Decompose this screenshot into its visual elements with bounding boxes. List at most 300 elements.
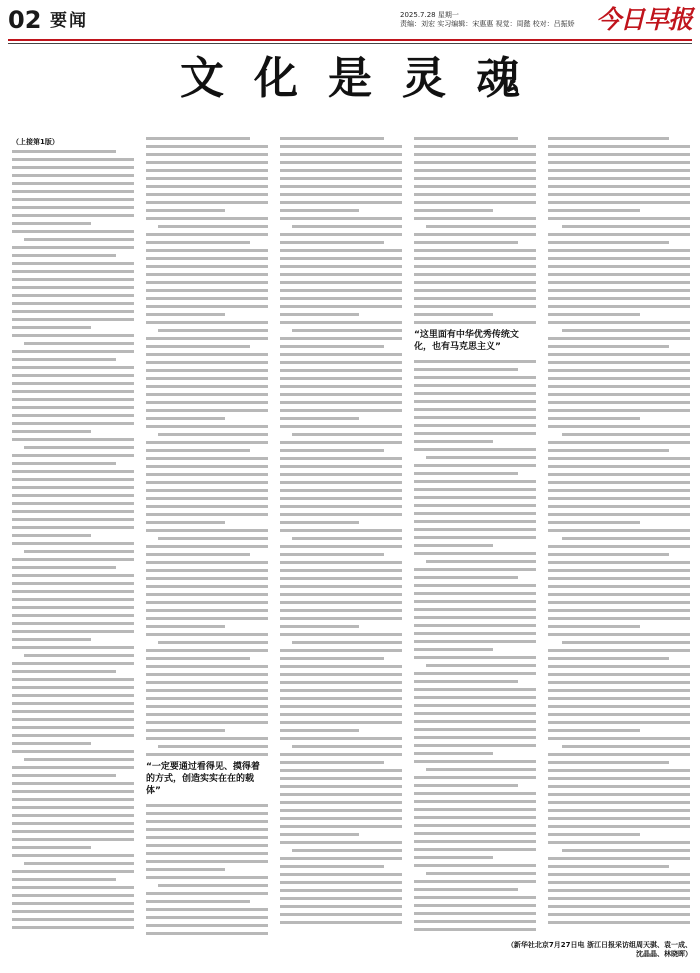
body-text-line bbox=[548, 201, 690, 204]
body-text-line bbox=[146, 137, 250, 140]
body-text-line bbox=[414, 784, 518, 787]
body-text-line bbox=[12, 278, 134, 281]
body-text-line bbox=[158, 433, 268, 436]
body-text-line bbox=[414, 520, 536, 523]
body-text-line bbox=[548, 497, 690, 500]
body-text-line bbox=[280, 681, 402, 684]
body-text-line bbox=[548, 625, 640, 628]
body-text-line bbox=[414, 305, 536, 308]
body-text-line bbox=[280, 385, 402, 388]
body-text-line bbox=[548, 729, 640, 732]
body-text-line bbox=[146, 593, 268, 596]
body-text-line bbox=[562, 641, 690, 644]
body-text-line bbox=[280, 305, 402, 308]
body-text-line bbox=[414, 904, 536, 907]
body-text-line bbox=[548, 385, 690, 388]
body-text-line bbox=[146, 321, 268, 324]
body-text-line bbox=[414, 824, 536, 827]
body-text-line bbox=[414, 544, 493, 547]
body-text-line bbox=[146, 916, 268, 919]
body-text-line bbox=[158, 641, 268, 644]
body-text-line bbox=[280, 881, 402, 884]
body-text-line bbox=[548, 257, 690, 260]
body-text-line bbox=[12, 630, 134, 633]
body-text-line bbox=[414, 704, 536, 707]
body-text-line bbox=[548, 193, 690, 196]
body-text-line bbox=[12, 150, 116, 153]
body-text-line bbox=[414, 736, 536, 739]
body-text-line bbox=[548, 313, 640, 316]
body-text-line bbox=[414, 313, 493, 316]
body-text-line bbox=[414, 680, 518, 683]
body-text-line bbox=[12, 294, 134, 297]
body-text-line bbox=[280, 833, 359, 836]
body-text-line bbox=[280, 193, 402, 196]
body-text-line bbox=[280, 409, 402, 412]
body-text-line bbox=[548, 169, 690, 172]
body-text-line bbox=[548, 817, 690, 820]
body-text-line bbox=[414, 360, 536, 363]
body-text-line bbox=[280, 769, 402, 772]
body-text-line bbox=[146, 836, 268, 839]
body-text-line bbox=[414, 808, 536, 811]
body-text-line bbox=[12, 598, 134, 601]
body-text-line bbox=[414, 728, 536, 731]
body-text-line bbox=[414, 672, 536, 675]
body-text-line bbox=[280, 809, 402, 812]
body-text-line bbox=[280, 473, 402, 476]
body-text-line bbox=[414, 153, 536, 156]
body-text-line bbox=[280, 321, 402, 324]
body-text-line bbox=[12, 374, 134, 377]
body-text-line bbox=[12, 366, 134, 369]
body-text-line bbox=[548, 793, 690, 796]
body-text-line bbox=[280, 657, 384, 660]
body-text-line bbox=[414, 480, 536, 483]
body-text-line bbox=[548, 233, 690, 236]
body-text-line bbox=[548, 505, 690, 508]
body-text-line bbox=[414, 249, 536, 252]
headline: 文化是灵魂 bbox=[180, 53, 550, 104]
body-text-line bbox=[12, 438, 134, 441]
body-text-line bbox=[280, 553, 384, 556]
body-text-line bbox=[414, 185, 536, 188]
body-text-line bbox=[548, 425, 690, 428]
body-text-line bbox=[280, 233, 402, 236]
body-text-line bbox=[146, 417, 225, 420]
body-text-line bbox=[146, 900, 250, 903]
body-text-line bbox=[280, 137, 384, 140]
body-text-line bbox=[548, 273, 690, 276]
body-text-line bbox=[414, 145, 536, 148]
body-text-line bbox=[12, 846, 91, 849]
body-text-line bbox=[12, 590, 134, 593]
body-text-line bbox=[146, 625, 225, 628]
body-text-line bbox=[12, 734, 134, 737]
body-text-line bbox=[146, 217, 268, 220]
body-text-line bbox=[414, 536, 536, 539]
body-text-line bbox=[146, 521, 225, 524]
body-text-line bbox=[414, 816, 536, 819]
body-text-line bbox=[280, 449, 384, 452]
body-text-line bbox=[414, 448, 536, 451]
body-text-line bbox=[548, 345, 669, 348]
body-text-line bbox=[280, 913, 402, 916]
body-text-line bbox=[146, 169, 268, 172]
body-text-line bbox=[280, 393, 402, 396]
body-text-line bbox=[414, 856, 493, 859]
body-text-line bbox=[414, 273, 536, 276]
body-text-line bbox=[548, 265, 690, 268]
body-text-line bbox=[548, 881, 690, 884]
body-text-line bbox=[280, 785, 402, 788]
body-text-line bbox=[12, 886, 134, 889]
body-text-line bbox=[146, 369, 268, 372]
body-text-line bbox=[548, 153, 690, 156]
body-text-line bbox=[414, 744, 536, 747]
body-text-line bbox=[280, 761, 384, 764]
body-text-line bbox=[12, 222, 91, 225]
masthead bbox=[8, 6, 692, 36]
staff-line: 责编：刘宏 实习编辑：宋惠惠 视觉：周懿 校对：吕振娇 bbox=[400, 20, 575, 28]
body-text-line bbox=[280, 457, 402, 460]
body-text-line bbox=[414, 241, 518, 244]
body-text-line bbox=[548, 401, 690, 404]
body-text-line bbox=[414, 137, 518, 140]
body-text-line bbox=[414, 920, 536, 923]
body-text-line bbox=[280, 889, 402, 892]
body-text-line bbox=[292, 641, 402, 644]
body-text-line bbox=[12, 422, 134, 425]
body-text-line bbox=[414, 912, 536, 915]
body-text-line bbox=[280, 577, 402, 580]
body-text-line bbox=[146, 924, 268, 927]
body-text-line bbox=[12, 878, 116, 881]
body-text-line bbox=[24, 446, 134, 449]
body-text-line bbox=[414, 624, 536, 627]
article-column-4 bbox=[414, 137, 536, 935]
body-text-line bbox=[146, 721, 268, 724]
body-text-line bbox=[280, 593, 402, 596]
body-text-line bbox=[280, 353, 402, 356]
body-text-line bbox=[146, 513, 268, 516]
body-text-line bbox=[548, 585, 690, 588]
body-text-line bbox=[548, 753, 690, 756]
body-text-line bbox=[12, 614, 134, 617]
body-text-line bbox=[146, 201, 268, 204]
body-text-line bbox=[548, 553, 669, 556]
body-text-line bbox=[548, 713, 690, 716]
body-text-line bbox=[146, 529, 268, 532]
body-text-line bbox=[146, 361, 268, 364]
body-text-line bbox=[12, 766, 134, 769]
body-text-line bbox=[280, 425, 402, 428]
body-text-line bbox=[280, 177, 402, 180]
body-text-line bbox=[146, 633, 268, 636]
body-text-line bbox=[562, 745, 690, 748]
body-text-line bbox=[548, 481, 690, 484]
body-text-line bbox=[12, 358, 116, 361]
body-text-line bbox=[12, 190, 134, 193]
body-text-line bbox=[292, 433, 402, 436]
body-text-line bbox=[280, 713, 402, 716]
body-text-line bbox=[146, 729, 225, 732]
body-text-line bbox=[12, 806, 134, 809]
body-text-line bbox=[146, 401, 268, 404]
body-text-line bbox=[146, 908, 268, 911]
body-text-line bbox=[146, 820, 268, 823]
body-text-line bbox=[280, 377, 402, 380]
body-text-line bbox=[548, 913, 690, 916]
body-text-line bbox=[12, 798, 134, 801]
body-text-line bbox=[280, 257, 402, 260]
body-text-line bbox=[562, 537, 690, 540]
body-text-line bbox=[280, 313, 359, 316]
body-text-line bbox=[414, 552, 536, 555]
body-text-line bbox=[146, 409, 268, 412]
body-text-line bbox=[12, 462, 116, 465]
body-text-line bbox=[280, 521, 359, 524]
body-text-line bbox=[548, 161, 690, 164]
body-text-line bbox=[548, 633, 690, 636]
body-text-line bbox=[146, 289, 268, 292]
body-text-line bbox=[146, 705, 268, 708]
body-text-line bbox=[414, 297, 536, 300]
body-text-line bbox=[548, 577, 690, 580]
body-text-line bbox=[548, 361, 690, 364]
body-text-line bbox=[24, 550, 134, 553]
body-text-line bbox=[280, 209, 359, 212]
body-text-line bbox=[280, 441, 402, 444]
body-text-line bbox=[414, 368, 518, 371]
body-text-line bbox=[548, 249, 690, 252]
body-text-line bbox=[280, 633, 402, 636]
body-text-line bbox=[548, 761, 669, 764]
body-text-line bbox=[280, 705, 402, 708]
body-text-line bbox=[146, 489, 268, 492]
body-text-line bbox=[548, 369, 690, 372]
body-text-line bbox=[146, 561, 268, 564]
body-text-line bbox=[426, 872, 536, 875]
article-column-1 bbox=[12, 150, 134, 935]
body-text-line bbox=[548, 529, 690, 532]
body-text-line bbox=[12, 638, 91, 641]
body-text-line bbox=[12, 622, 134, 625]
body-text-line bbox=[146, 681, 268, 684]
body-text-line bbox=[12, 838, 134, 841]
body-text-line bbox=[548, 417, 640, 420]
body-text-line bbox=[548, 665, 690, 668]
body-text-line bbox=[292, 849, 402, 852]
body-text-line bbox=[414, 896, 536, 899]
body-text-line bbox=[280, 697, 402, 700]
body-text-line bbox=[280, 369, 402, 372]
body-text-line bbox=[280, 161, 402, 164]
body-text-line bbox=[12, 606, 134, 609]
body-text-line bbox=[280, 185, 402, 188]
body-text-line bbox=[548, 145, 690, 148]
body-text-line bbox=[548, 185, 690, 188]
body-text-line bbox=[12, 510, 134, 513]
body-text-line bbox=[280, 505, 402, 508]
body-text-line bbox=[414, 512, 536, 515]
body-text-line bbox=[280, 545, 402, 548]
body-text-line bbox=[146, 697, 268, 700]
body-text-line bbox=[414, 576, 518, 579]
body-text-line bbox=[414, 776, 536, 779]
body-text-line bbox=[280, 625, 359, 628]
body-text-line bbox=[414, 592, 536, 595]
body-text-line bbox=[146, 241, 250, 244]
body-text-line bbox=[146, 609, 268, 612]
body-text-line bbox=[280, 401, 402, 404]
body-text-line bbox=[280, 793, 402, 796]
body-text-line bbox=[548, 785, 690, 788]
body-text-line bbox=[548, 321, 690, 324]
body-text-line bbox=[12, 166, 134, 169]
body-text-line bbox=[146, 257, 268, 260]
body-text-line bbox=[146, 337, 268, 340]
body-text-line bbox=[548, 521, 640, 524]
body-text-line bbox=[548, 889, 690, 892]
body-text-line bbox=[292, 225, 402, 228]
body-text-line bbox=[548, 465, 690, 468]
body-text-line bbox=[12, 246, 134, 249]
body-text-line bbox=[12, 270, 134, 273]
body-text-line bbox=[146, 297, 268, 300]
body-text-line bbox=[414, 177, 536, 180]
body-text-line bbox=[414, 376, 536, 379]
body-text-line bbox=[548, 137, 669, 140]
body-text-line bbox=[146, 577, 268, 580]
body-text-line bbox=[146, 273, 268, 276]
body-text-line bbox=[548, 297, 690, 300]
body-text-line bbox=[548, 569, 690, 572]
body-text-line bbox=[548, 681, 690, 684]
body-text-line bbox=[146, 892, 268, 895]
body-text-line bbox=[280, 217, 402, 220]
body-text-line bbox=[12, 350, 134, 353]
body-text-line bbox=[280, 857, 402, 860]
body-text-line bbox=[146, 481, 268, 484]
body-text-line bbox=[12, 582, 134, 585]
body-text-line bbox=[146, 876, 268, 879]
paper-logo: 今日早报 bbox=[595, 5, 692, 34]
body-text-line bbox=[548, 593, 690, 596]
body-text-line bbox=[12, 158, 134, 161]
body-text-line bbox=[548, 801, 690, 804]
body-text-line bbox=[280, 825, 402, 828]
body-text-line bbox=[548, 609, 690, 612]
body-text-line bbox=[12, 662, 134, 665]
issue-info bbox=[400, 11, 575, 29]
body-text-line bbox=[548, 377, 690, 380]
body-text-line bbox=[280, 481, 402, 484]
body-text-line bbox=[548, 673, 690, 676]
body-text-line bbox=[12, 774, 116, 777]
body-text-line bbox=[548, 305, 690, 308]
body-text-line bbox=[414, 600, 536, 603]
body-text-line bbox=[414, 209, 493, 212]
body-text-line bbox=[146, 465, 268, 468]
body-text-line bbox=[12, 478, 134, 481]
body-text-line bbox=[12, 870, 134, 873]
body-text-line bbox=[562, 849, 690, 852]
body-text-line bbox=[280, 689, 402, 692]
body-text-line bbox=[12, 254, 116, 257]
body-text-line bbox=[414, 848, 536, 851]
body-text-line bbox=[548, 769, 690, 772]
body-text-line bbox=[146, 505, 268, 508]
body-text-line bbox=[414, 161, 536, 164]
body-text-line bbox=[12, 854, 134, 857]
body-text-line bbox=[280, 569, 402, 572]
body-text-line bbox=[146, 473, 268, 476]
body-text-line bbox=[414, 888, 518, 891]
body-text-line bbox=[548, 809, 690, 812]
body-text-line bbox=[146, 617, 268, 620]
body-text-line bbox=[12, 454, 134, 457]
body-text-line bbox=[24, 342, 134, 345]
body-text-line bbox=[146, 233, 268, 236]
body-text-line bbox=[146, 185, 268, 188]
body-text-line bbox=[158, 884, 268, 887]
body-text-line bbox=[12, 894, 134, 897]
body-text-line bbox=[280, 649, 402, 652]
body-text-line bbox=[158, 225, 268, 228]
body-text-line bbox=[414, 616, 536, 619]
body-text-line bbox=[280, 801, 402, 804]
body-text-line bbox=[280, 897, 402, 900]
body-text-line bbox=[12, 182, 134, 185]
body-text-line bbox=[426, 225, 536, 228]
body-text-line bbox=[146, 281, 268, 284]
body-text-line bbox=[280, 489, 402, 492]
body-text-line bbox=[280, 609, 402, 612]
body-text-line bbox=[280, 529, 402, 532]
body-text-line bbox=[146, 804, 268, 807]
body-text-line bbox=[12, 534, 91, 537]
body-text-line bbox=[414, 800, 536, 803]
body-text-line bbox=[280, 265, 402, 268]
body-text-line bbox=[548, 217, 690, 220]
body-text-line bbox=[12, 230, 134, 233]
body-text-line bbox=[414, 632, 536, 635]
body-text-line bbox=[414, 257, 536, 260]
body-text-line bbox=[280, 721, 402, 724]
body-text-line bbox=[146, 305, 268, 308]
body-text-line bbox=[414, 688, 536, 691]
body-text-line bbox=[146, 553, 250, 556]
body-text-line bbox=[24, 758, 134, 761]
body-text-line bbox=[280, 289, 402, 292]
body-text-line bbox=[280, 585, 402, 588]
body-text-line bbox=[548, 449, 669, 452]
body-text-line bbox=[146, 737, 268, 740]
body-text-line bbox=[414, 464, 536, 467]
body-text-line bbox=[146, 161, 268, 164]
body-text-line bbox=[12, 670, 116, 673]
body-text-line bbox=[12, 814, 134, 817]
body-text-line bbox=[414, 832, 536, 835]
body-text-line bbox=[414, 712, 536, 715]
body-text-line bbox=[414, 528, 536, 531]
body-text-line bbox=[12, 574, 134, 577]
body-text-line bbox=[12, 310, 134, 313]
body-text-line bbox=[414, 392, 536, 395]
body-text-line bbox=[280, 841, 402, 844]
body-text-line bbox=[548, 601, 690, 604]
